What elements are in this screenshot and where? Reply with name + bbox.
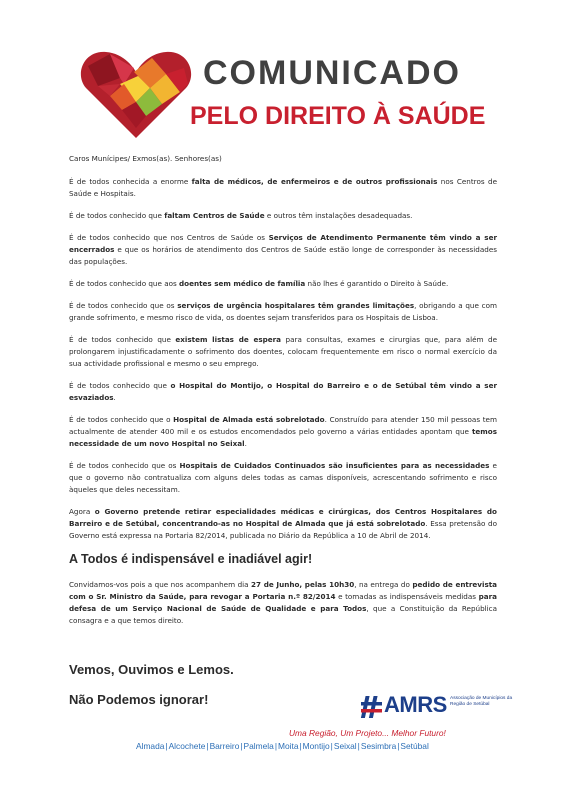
paragraph-almada-hospital: É de todos conhecido que o Hospital de Almada está sobrelotado. Construído para atender 150 mil pessoas tem actualmente de atender 400 mil e os estudos encomendados pelo governo a várias entidades apontam que temos necessidade de um novo Hospital no Seixal. [69,415,497,448]
closing-line-2: Não Podemos ignorar! [69,692,209,707]
paragraph-emergency: É de todos conhecido que os serviços de urgência hospitalares têm grandes limitações, obrigando a que com grande sofrimento, e mesmo risco de vida, os doentes sejam transferidos para os Hospitais de Lisboa. [69,301,497,322]
municipality: Setúbal [400,741,429,751]
closing-line-1: Vemos, Ouvimos e Lemos. [69,662,234,677]
paragraph-family-doctor: É de todos conhecido que aos doentes sem médico de família não lhes é garantido o Direito à Saúde. [69,279,449,288]
slogan: Uma Região, Um Projeto... Melhor Futuro! [289,728,446,738]
municipality: Barreiro [209,741,240,751]
page-subtitle: PELO DIREITO À SAÚDE [190,102,486,130]
paragraph-doctors-shortage: É de todos conhecida a enorme falta de médicos, de enfermeiros e de outros profissionais nos Centros de Saúde e Hospitais. [69,177,497,198]
salutation: Caros Munícipes/ Exmos(as). Senhores(as) [69,154,222,163]
municipality: Sesimbra [360,741,397,751]
call-to-action-heading: A Todos é indispensável e inadiável agir! [69,552,313,566]
municipality: Montijo [302,741,330,751]
municipality: Moita [278,741,299,751]
municipality: Almada [136,741,165,751]
paragraph-permanent-services: É de todos conhecido que nos Centros de Saúde os Serviços de Atendimento Permanente têm vindo a ser encerrados e que os horários de atendimento dos Centros de Saúde estão longe de corresponder às necessidades das populações. [69,233,497,266]
paragraph-health-centers: É de todos conhecido que faltam Centros de Saúde e outros têm instalações desadequadas. [69,211,413,220]
amrs-name: AMRS [384,692,447,717]
paragraph-continued-care: É de todos conhecido que os Hospitais de Cuidados Continuados são insuficientes para as necessidades e que o governo não contratualiza com alguns deles todas as camas disponíveis, acrescentando sofrimento e risco àqueles que deles necessitam. [69,461,497,494]
paragraph-invitation: Convidamos-vos pois a que nos acompanhem dia 27 de Junho, pelas 10h30, na entrega do pedido de entrevista com o Sr. Ministro da Saúde, para revogar a Portaria n.º 82/2014 e tomadas as indispensáveis medidas para defesa de um Serviço Nacional de Saúde de Qualidade e para Todos, que a Constituição da República consagra e a que temos direito. [69,580,498,625]
municipality: Palmela [243,741,274,751]
municipality: Seixal [333,741,357,751]
paragraph-government-plan: Agora o Governo pretende retirar especialidades médicas e cirúrgicas, dos Centros Hospitalares do Barreiro e de Setúbal, concentrando-as no Hospital de Almada que já está sobrelotado. Essa pretensão do Governo está expressa na Portaria 82/2014, publicada no Diário da República a 10 de Abril de 2014. [69,507,497,540]
letter-body [69,153,497,637]
municipality: Alcochete [168,741,206,751]
paragraph-waiting-lists: É de todos conhecido que existem listas de espera para consultas, exames e cirurgias que, para além de prolongarem injustificadamente o sofrimento dos doentes, colocam frequentemente em risco o normal exercício da sua actividade profissional e mesmo o seu emprego. [69,335,498,368]
paragraph-hospitals-emptied: É de todos conhecido que o Hospital do Montijo, o Hospital do Barreiro e o de Setúbal têm vindo a ser esvaziados. [69,381,498,402]
heart-mosaic-icon [80,48,192,140]
amrs-subtitle: Associação de Municípios da Região de Setúbal [450,696,513,707]
amrs-logo [360,692,513,732]
page-title: COMUNICADO [203,54,461,92]
municipality-list: Almada|Alcochete|Barreiro|Palmela|Moita|Montijo|Seixal|Sesimbra|Setúbal [136,741,429,751]
amrs-hash-icon [360,694,384,720]
